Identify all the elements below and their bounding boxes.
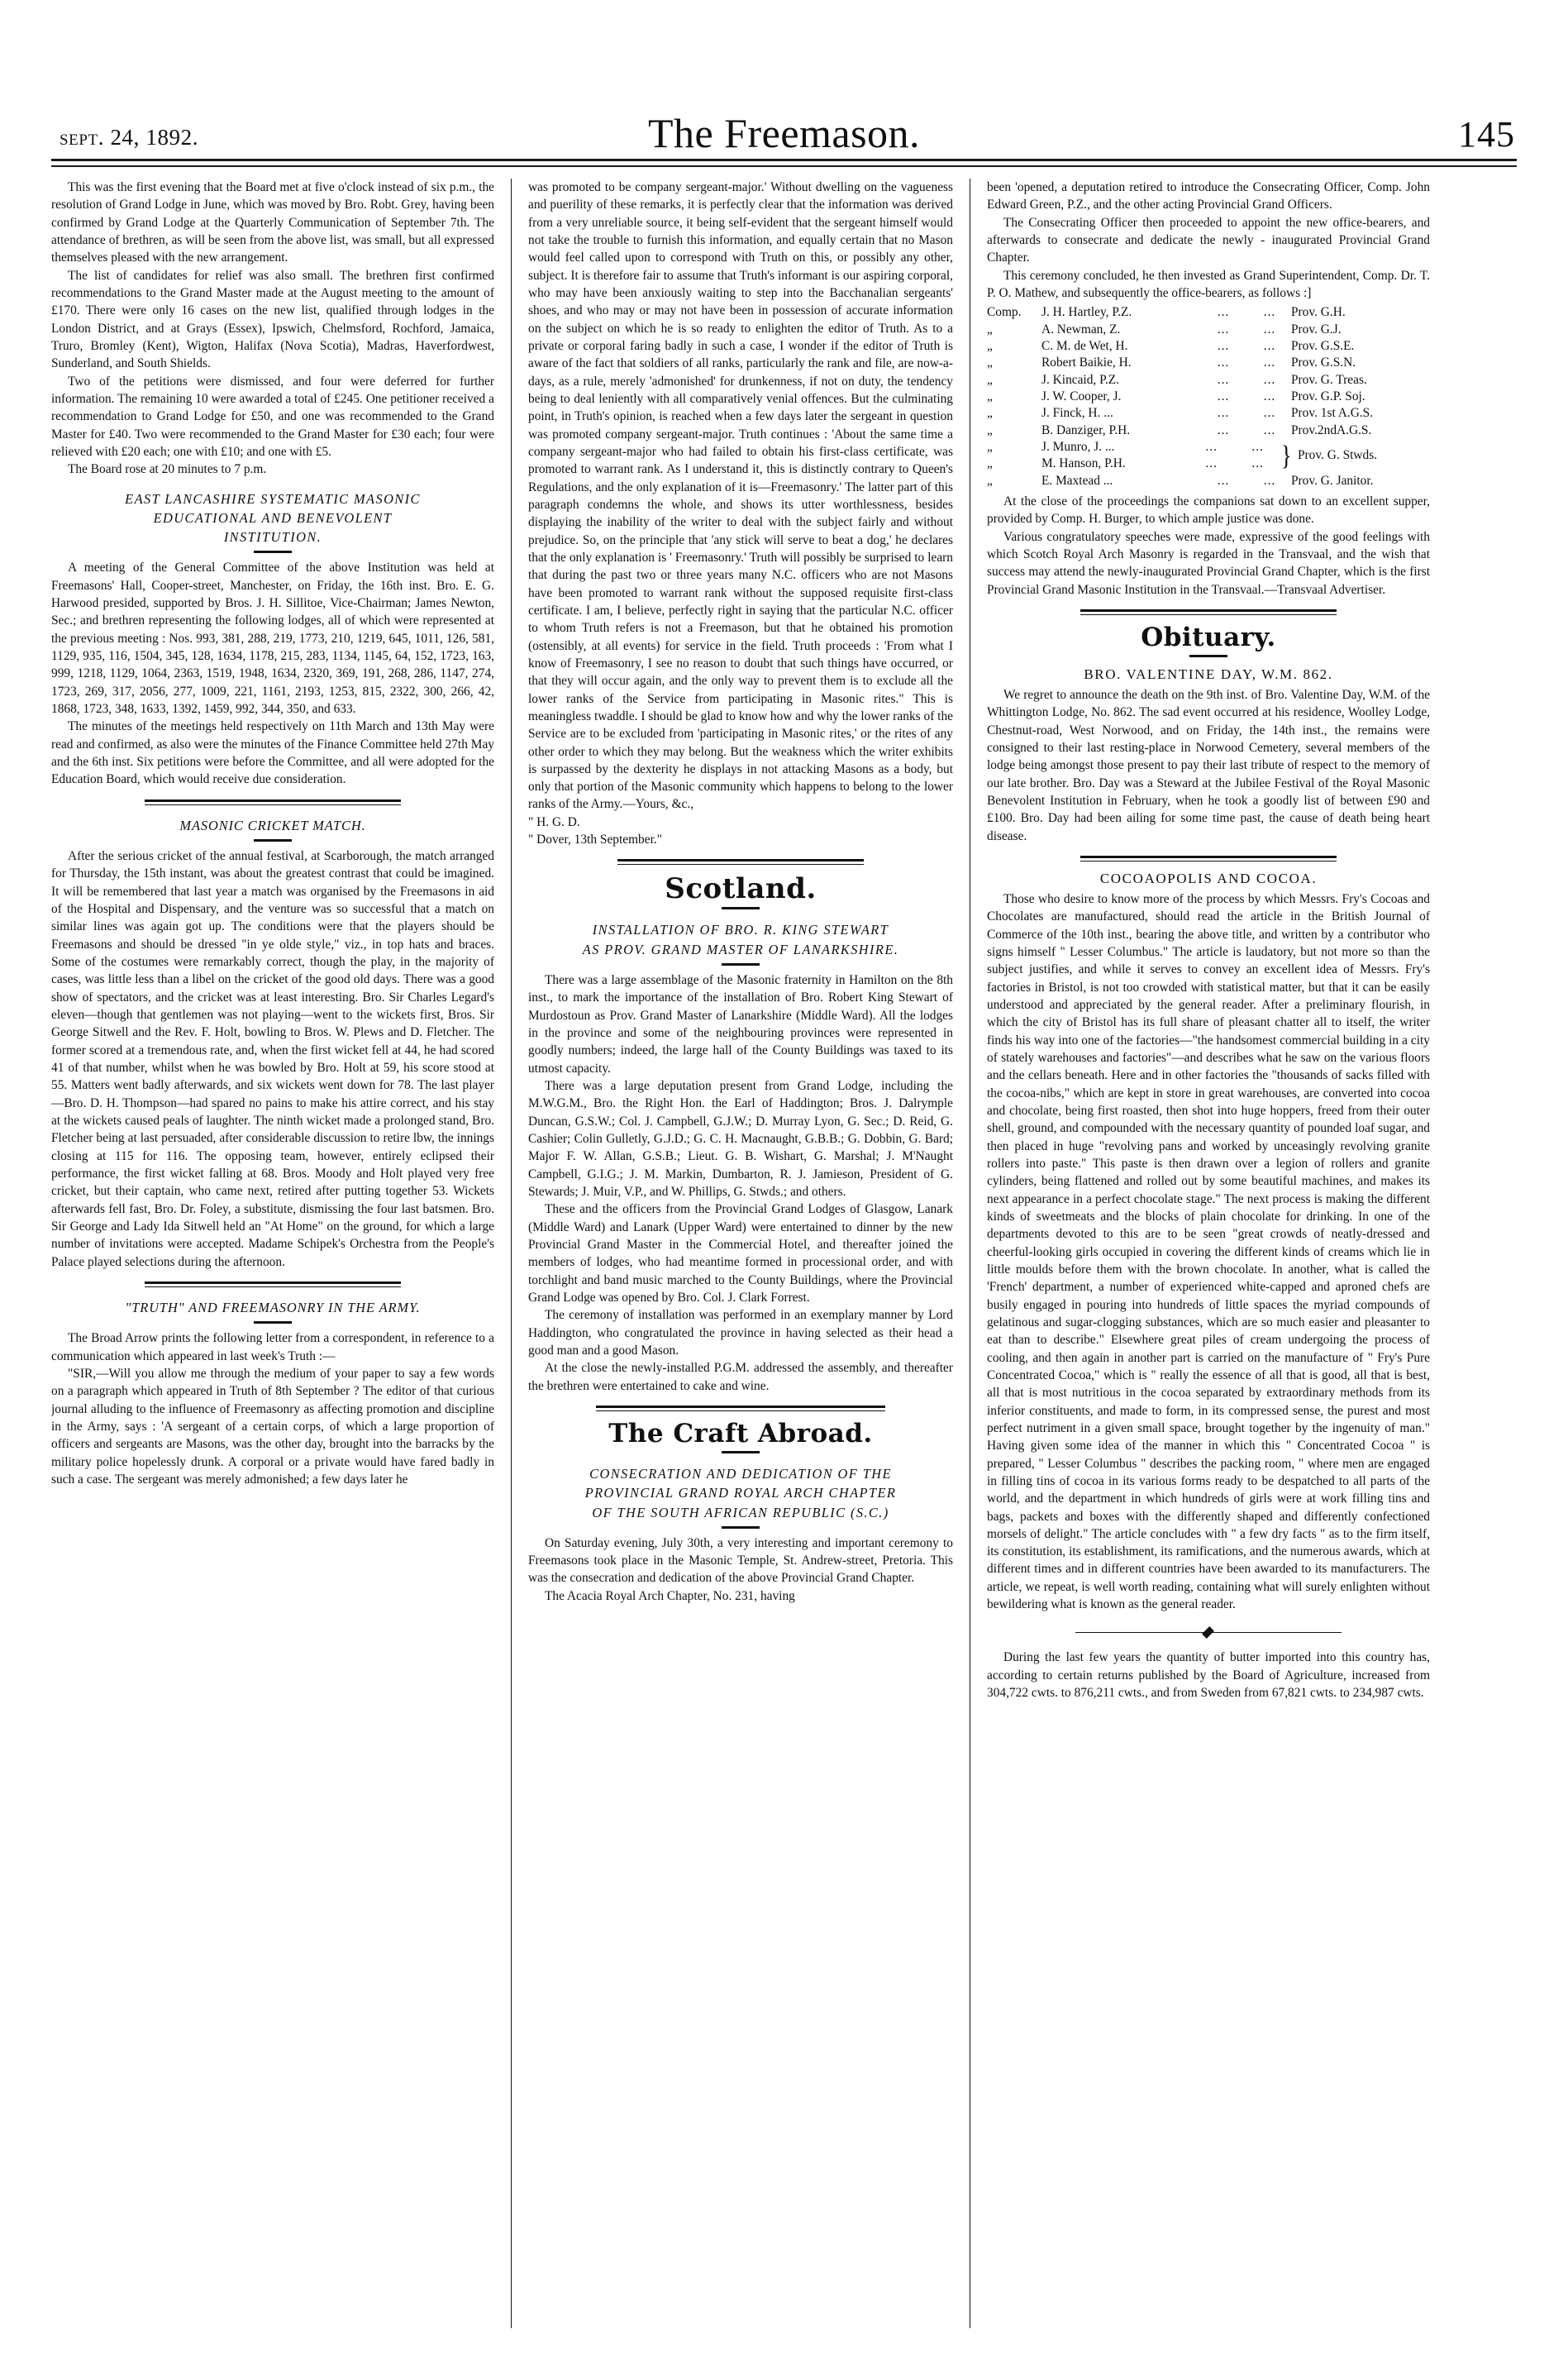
officer-row — [987, 405, 1430, 422]
officer-name: B. Danziger, P.H. — [1041, 422, 1131, 437]
board-report-para-2: The list of candidates for relief was also small. The brethren first confirmed recommendations to the Grand Master made at the August meeting to the amount of £170. There were only 16 cases on the new list, qualified through lodges in the London District, and at Grays (Essex), Ipswich, Chelmsford, Rochford, Jamaica, Truro, Bromley (Kent), Wigton, Halifax (Nova Scotia), Madras, Haverfordwest, Sunderland, and South Shields. — [51, 268, 494, 371]
column-three — [970, 179, 1430, 2328]
officer-prefix: „ — [987, 439, 993, 454]
diamond-divider — [1075, 1626, 1342, 1638]
officer-prefix: „ — [987, 322, 993, 336]
officer-name: J. Munro, J. ... — [1041, 439, 1115, 454]
scotland-para-1: There was a large assemblage of the Masonic fraternity in Hamilton on the 8th inst., to mark the importance of the installation of Bro. Robert King Stewart of Murdostoun as Prov. Grand Master of Lanarkshire (Middle Ward). All the lodges in the province and some of the neighbouring provinces were represented in goodly numbers; indeed, the large hall of the County Buildings was taxed to its utmost capacity. — [528, 973, 953, 1076]
leader-dots: ... — [1217, 473, 1230, 488]
masthead-rule — [51, 159, 1517, 167]
obituary-para: We regret to announce the death on the 9th inst. of Bro. Valentine Day, W.M. of the Whittington Lodge, No. 862. The sad event occurred at his residence, Woolley Lodge, Chestnut-road, West Norwood, and on Friday, the 14th inst., the remains were consigned to their last resting-place in Norwood Cemetery, several members of the lodge being amongst those present to pay their last tribute of respect to the memory of our late brother. Bro. Day was a Steward at the Jubilee Festival of the Royal Masonic Benevolent Institution in February, when he took a goodly list of between £90 and £100. Bro. Day had been ailing for some time past, the cause of death being heart disease. — [987, 687, 1430, 843]
consecration-para-1: been 'opened, a deputation retired to introduce the Consecrating Officer, Comp. John Edward Green, P.Z., and the other acting Provincial Grand Officers. — [987, 180, 1430, 212]
obituary-heading: Obituary. — [1141, 622, 1276, 652]
officer-title: Prov. 1st A.G.S. — [1291, 406, 1374, 421]
publication-title: The Freemason. — [647, 110, 921, 156]
officer-prefix: „ — [987, 473, 993, 488]
officer-prefix: „ — [987, 422, 993, 437]
braced-rows — [987, 439, 1280, 473]
officer-title: Prov. G.J. — [1291, 322, 1342, 336]
leader-dots: ... — [1217, 372, 1230, 387]
leader-dots: ... — [1263, 322, 1276, 336]
officer-row — [987, 439, 1280, 456]
officer-name: J. H. Hartley, P.Z. — [1041, 305, 1132, 320]
officer-row — [987, 422, 1430, 439]
scotland-subheading-line-1: INSTALLATION OF BRO. R. KING STEWART — [592, 922, 889, 938]
heading-line-3: INSTITUTION. — [223, 529, 322, 546]
officer-row — [987, 372, 1430, 389]
heading-line-1: EAST LANCASHIRE SYSTEMATIC MASONIC — [125, 490, 421, 507]
craft-abroad-subheading-line-2: PROVINCIAL GRAND ROYAL ARCH CHAPTER — [584, 1485, 897, 1501]
officer-prefix: „ — [987, 389, 993, 403]
scotland-heading: Scotland. — [665, 872, 817, 906]
section-rule-cocoa — [1080, 856, 1337, 861]
craft-abroad-para-2: The Acacia Royal Arch Chapter, No. 231, having — [545, 1588, 795, 1603]
officer-title: Prov. G. Treas. — [1291, 372, 1367, 387]
officer-name: C. M. de Wet, H. — [1041, 338, 1128, 353]
leader-dots: ... — [1263, 473, 1276, 488]
section-rule-cricket — [145, 799, 402, 805]
scotland-subheading-divider — [722, 963, 760, 966]
truth-para-1: The Broad Arrow prints the following letter from a correspondent, in reference to a communication which appeared in last week's Truth :— — [51, 1331, 494, 1363]
officer-title: Prov. G.P. Soj. — [1291, 389, 1365, 403]
masthead — [53, 79, 1515, 155]
officer-name: J. W. Cooper, J. — [1041, 389, 1122, 403]
craft-abroad-heading: The Craft Abroad. — [608, 1418, 873, 1449]
cocoa-para: Those who desire to know more of the process by which Messrs. Fry's Cocoas and Chocolates are manufactured, should read the article in the British Journal of Commerce of the 10th inst., bearing the above title, and written by a contributor who signs himself " Lesser Columbus." The article is laudatory, but not more so than the subject justifies, and while it serves to convey an excellent idea of Messrs. Fry's factories in Bristol, is not too crowded with statistical matter, but that it can be easily understood and appreciated by the general reader. After a preliminary flourish, in which the city of Bristol has its full share of pleasant chatter all to itself, the writer finds his way into one of the factories—"the handsomest commercial building in a city of stately warehouses and factories"—and describes what he saw on the various floors and the cellars beneath. Here and in other factories the "thousands of sacks filled with the cocoa-nibs," which are kept in store in great warehouses, are converted into cocoa and chocolate, being first roasted, then shot into huge hoppers, freed from their outer shell, ground, and compounded with the necessary quantity of pounded loaf sugar, and then placed in huge "revolving pans and worked by unceasingly revolving granite rollers into paste." This paste is then drawn over a legion of rollers and granite cylinders, being flattened and rolled out by some beautiful machines, and makes its next appearance in a perfect chocolate stage." The next process is making the different kinds of sweetmeats and the blocks of plain chocolate for drinking. In one of the departments devoted to this are to be seen "great crowds of neatly-dressed and cheerful-looking girls occupied in covering the different kinds of creams which lie in little moulds before them with the brown chocolate. In another, what is called the 'French' department, a number of experienced white-capped and aproned chefs are busily engaged in pouring into hundreds of little spaces the myriad compounds of gelatinous and sugar-clogging substances, which are so much easier and pleasanter to eat than to describe." Elsewhere great piles of cream undergoing the process of cooling, and then again in another part is carried on the manufacture of " Fry's Pure Concentrated Cocoa," which is " really the essence of all that is good, all that is best, all that is most nutritious in the cocoa separated by extraordinary methods from its inferior constituents, and made to form, in its compressed sense, the purest and most perfect nutriment in a given small space, brought together by the ingenuity of man." Having given some idea of the manner in which this " Concentrated Cocoa " is prepared, " Lesser Columbus " describes the packing room, " where men are engaged in filling tins of cocoa in its various forms ready to be despatched to all parts of the world, and the department in which hundreds of girls were at work filling tins and bags, packets and boxes with the differently shaped and differently confectioned morsels of delight." The article concludes with " a few dry facts " as to the firm itself, its constitution, its establishment, its ramifications, and the numerous awards, which at different times and in different countries have been awarded to its manufacturers. The article, we repeat, is well worth reading, containing what will surely enlighten without bewildering what is known as the general reader. — [987, 892, 1430, 1612]
officer-title: Prov. G.S.N. — [1291, 356, 1356, 370]
officer-braced-group — [987, 439, 1430, 473]
officer-prefix: „ — [987, 372, 993, 387]
officer-row — [987, 456, 1280, 472]
leader-dots: ... — [1217, 322, 1230, 336]
officer-row — [987, 389, 1430, 405]
board-report-para-1: This was the first evening that the Board met at five o'clock instead of six p.m., the resolution of Grand Lodge in June, which was moved by Bro. Robt. Grey, having been confirmed by Grand Lodge at the Quarterly Communication of September 7th. The attendance of brethren, as will be seen from the above list, was small, but all expressed themselves pleased with the new arrangement. — [51, 180, 494, 265]
scotland-para-2: There was a large deputation present from Grand Lodge, including the M.W.G.M., Bro. the Right Hon. the Earl of Haddington; Bros. J. Dalrymple Duncan, G.S.W.; Col. J. Campbell, G.J.W.; D. Murray Lyon, G. Sec.; D. Reid, G. Cashier; Colin Gulletly, G.J.D.; G. C. H. Macnaught, G.B.B.; G. Dobbin, G. Bard; Major F. W. Allan, G.S.B.; Lieut. G. B. Wishart, G. Marshal; J. M'Naught Campbell, G.I.G.; J. M. Markin, Dumbarton, R. J. Jamieson, President of G. Stewards; J. Muir, V.P., and W. Phillips, G. Stwds.; and others. — [528, 1079, 953, 1199]
leader-dots: ... — [1217, 422, 1230, 437]
officer-row — [987, 304, 1430, 321]
craft-abroad-subheading-line-1: CONSECRATION AND DEDICATION OF THE — [589, 1465, 892, 1482]
leader-dots: ... — [1263, 422, 1276, 437]
curly-brace-icon: } — [1280, 440, 1292, 471]
officer-title: Prov. G.H. — [1291, 305, 1346, 320]
scotland-heading-divider — [722, 907, 760, 909]
scotland-subheading-line-2: AS PROV. GRAND MASTER OF LANARKSHIRE. — [582, 941, 899, 957]
truth-heading-divider — [254, 1321, 292, 1324]
leader-dots: ... — [1205, 439, 1218, 454]
section-rule-craft-abroad — [596, 1406, 885, 1411]
truth-heading: "TRUTH" AND FREEMASONRY IN THE ARMY. — [125, 1299, 421, 1315]
scotland-para-4: The ceremony of installation was performed in an exemplary manner by Lord Haddington, who congratulated the province in having selected as their head a good man and a good Mason. — [528, 1308, 953, 1358]
east-lancashire-heading — [51, 489, 494, 547]
officer-prefix: „ — [987, 338, 993, 353]
consecration-para-2: The Consecrating Officer then proceeded to appoint the new office-bearers, and afterwards to consecrate and dedicate the newly - inaugurated Provincial Grand Chapter. — [987, 215, 1430, 265]
officer-row — [987, 338, 1430, 355]
officer-title: Prov. G. Stwds. — [1298, 448, 1378, 463]
section-rule-obituary — [1080, 609, 1337, 615]
craft-abroad-para-1: On Saturday evening, July 30th, a very interesting and important ceremony to Freemasons took place in the Masonic Temple, St. Andrew-street, Pretoria. This was the consecration and dedication of the above Provincial Grand Chapter. — [528, 1535, 953, 1586]
leader-dots: ... — [1217, 389, 1230, 403]
truth-dateline: " Dover, 13th September." — [528, 833, 662, 847]
leader-dots: ... — [1263, 406, 1276, 421]
section-rule-truth — [145, 1282, 402, 1287]
officer-title: Prov. G. Janitor. — [1291, 473, 1374, 488]
officer-name: M. Hanson, P.H. — [1041, 456, 1126, 471]
officer-prefix: Comp. — [987, 305, 1022, 320]
officer-name: E. Maxtead ... — [1041, 473, 1113, 488]
obituary-subject: BRO. VALENTINE DAY, W.M. 862. — [1084, 666, 1333, 682]
officer-name: J. Kincaid, P.Z. — [1041, 372, 1120, 387]
office-bearers-list — [987, 304, 1430, 489]
scotland-subheading — [528, 920, 953, 959]
butter-note-para: During the last few years the quantity of butter imported into this country has, according to certain returns published by the Board of Agriculture, increased from 304,722 cwts. to 876,211 cwts., and from Sweden from 67,821 cwts. to 234,987 cwts. — [987, 1650, 1430, 1701]
after-officers-para-1: At the close of the proceedings the companions sat down to an excellent supper, provided by Comp. H. Burger, to which ample justice was done. — [987, 494, 1430, 527]
truth-continued-para: was promoted to be company sergeant-major.' Without dwelling on the vagueness and puerility of these remarks, it is perfectly clear that the information was derived from a very unreliable source, it being self-evident that the sergeant himself would not take the trouble to furnish this information, and equally certain that no Mason would feel called upon to correspond with Truth on this, or possibly any other, subject. It is therefore fair to assume that Truth's informant is our aspiring corporal, who may have been anxiously waiting to step into the Bacchanalian sergeants' shoes, and who may or may not have been in possession of accurate information on the subject on which he is so ready to enlighten the editor of Truth. As to a private or corporal faring badly in such a case, I wonder if the editor of Truth is aware of the fact that soldiers of all ranks, particularly the rank and file, are now-a-days, as a rule, merely 'admonished' for drunkenness, if not on duty, the tendency being to deal leniently with all comparatively venial offences. But the culminating point, in Truth's opinion, is reached when a few days later the sergeant in question was promoted company sergeant-major. Truth continues : 'About the same time a company sergeant-major who had failed to obtain his first-class certificate, was promoted to warrant rank. As I understand it, this is distinctly contrary to Queen's Regulations, and the only explanation of it is—Freemasonry.' The latter part of this paragraph condemns the whole, and shows its utter worthlessness, besides displaying the inability of the writer to deal with the subject fairly and without prejudice. So, on the principle that 'any stick will serve to beat a dog,' he declares that the only explanation is ' Freemasonry.' Truth will possibly be surprised to learn that during the past two or three years many N.C. officers who are not Masons have been promoted to warrant rank without the supposed requisite first-class certificate. I am, I believe, perfectly right in saying that the particular N.C. officer to whom Truth refers is not a Freemason, but that he obtained his promotion (ostensibly, at all events) for service in the field. Truth proceeds : 'From what I know of Freemasonry, I see no reason to doubt that such things have occurred, or that they will occur again, and the only way to prevent them is to exclude all the lower ranks of the Service from participating in Masonic rites." This is meaningless twaddle. I should be glad to know how and why the lower ranks of the Service are to be excluded from 'participating in Masonic rites,' or the rites of any other order to which they may belong. But the weakness which the writer exhibits is surpassed by the dexterity he displays in not attacking Masons as a body, but only that portion of the Masonic community which happens to belong to the lower ranks of the Army.—Yours, &c., — [528, 180, 953, 812]
leader-dots: ... — [1205, 456, 1218, 471]
officer-title: Prov. G.S.E. — [1291, 338, 1355, 353]
board-report-para-3: Two of the petitions were dismissed, and four were deferred for further information. The remaining 10 were awarded a total of £245. One petitioner received a recommendation to Grand Lodge for £50, and one was recommended to the Grand Master for £40. Two were recommended to the Grand Master for £30 each; four were relieved with £20 each; one with £10; and one with £5. — [51, 374, 494, 459]
truth-para-2: "SIR,—Will you allow me through the medium of your paper to say a few words on a paragraph which appeared in Truth of 8th September ? The editor of that curious journal alluding to the influence of Freemasonry as affecting promotion and discipline in the Army, says : 'A sergeant of a certain corps, of which a large proportion of officers and sergeants are Masons, was the other day, brought into the barracks by the military police hopelessly drunk. A corporal or a private would have fared badly in such a case. The sergeant was merely admonished; a few days later he — [51, 1366, 494, 1487]
officer-row — [987, 355, 1430, 371]
column-one — [51, 179, 511, 2328]
leader-dots: ... — [1217, 356, 1230, 370]
board-report-para-4: The Board rose at 20 minutes to 7 p.m. — [68, 462, 267, 477]
cricket-heading: MASONIC CRICKET MATCH. — [179, 817, 366, 833]
obituary-heading-divider — [1189, 655, 1227, 657]
leader-dots: ... — [1251, 456, 1264, 471]
craft-abroad-subheading-line-3: OF THE SOUTH AFRICAN REPUBLIC (S.C.) — [592, 1504, 889, 1520]
officer-row — [987, 473, 1430, 489]
consecration-para-3: This ceremony concluded, he then invested as Grand Superintendent, Comp. Dr. T. P. O. Mathew, and subsequently the office-bearers, as follows :] — [987, 268, 1430, 300]
officer-prefix: „ — [987, 456, 993, 471]
leader-dots: ... — [1263, 389, 1276, 403]
officer-name: Robert Baikie, H. — [1041, 356, 1132, 370]
leader-dots: ... — [1217, 305, 1230, 320]
craft-abroad-heading-divider — [722, 1451, 760, 1453]
leader-dots: ... — [1251, 439, 1264, 454]
after-officers-para-2: Various congratulatory speeches were made, expressive of the good feelings with which Scotch Royal Arch Masonry is regarded in the Transvaal, and the wish that success may attend the newly-inaugurated Provincial Grand Chapter, which is the first Provincial Grand Masonic Institution in the Transvaal.—Transvaal Advertiser. — [987, 529, 1430, 597]
officer-name: J. Finck, H. ... — [1041, 406, 1113, 421]
east-lancashire-para-1: A meeting of the General Committee of the above Institution was held at Freemasons' Hall, Cooper-street, Manchester, on Friday, the 16th inst. Bro. E. G. Harwood presided, supported by Bros. J. H. Sillitoe, Vice-Chairman; James Newton, Sec.; and brethren representing the following lodges, all of which were represented at the previous meeting : Nos. 993, 381, 288, 219, 1773, 210, 1219, 645, 1011, 126, 581, 1129, 935, 116, 1504, 345, 128, 1634, 1178, 215, 283, 1134, 1145, 64, 152, 1723, 163, 999, 1218, 1129, 1064, 2363, 1519, 1948, 1634, 2320, 369, 191, 268, 286, 1147, 274, 1723, 269, 317, 2056, 277, 1009, 221, 1161, 2193, 1253, 815, 2322, 300, 266, 42, 1868, 1723, 348, 1633, 1392, 1459, 992, 344, 350, and 633. — [51, 561, 494, 717]
cricket-heading-divider — [254, 839, 292, 842]
leader-dots: ... — [1263, 372, 1276, 387]
issue-date: sept. 24, 1892. — [60, 125, 199, 150]
leader-dots: ... — [1217, 406, 1230, 421]
officer-row — [987, 322, 1430, 338]
page-number: 145 — [1458, 114, 1515, 155]
leader-dots: ... — [1263, 356, 1276, 370]
truth-signature: " H. G. D. — [528, 814, 580, 829]
column-two — [511, 179, 970, 2328]
heading-line-2: EDUCATIONAL AND BENEVOLENT — [153, 509, 393, 526]
east-lancashire-para-2: The minutes of the meetings held respectively on 11th March and 13th May were read and confirmed, as also were the minutes of the Finance Committee held 27th May and the 6th inst. Six petitions were before the Committee, and all were adopted for the Education Board, which would receive due consideration. — [51, 719, 494, 787]
craft-abroad-subheading-divider — [722, 1526, 760, 1529]
scotland-para-3: These and the officers from the Provincial Grand Lodges of Glasgow, Lanark (Middle Ward) and Lanark (Upper Ward) were entertained to dinner by the new Provincial Grand Master in the Commercial Hotel, and thereafter joined the members of lodges, who had meantime formed in processional order, and with torchlight and band music marched to the County Buildings, where the Provincial Grand Lodge was opened by Bro. Col. J. Clark Forrest. — [528, 1202, 953, 1305]
scotland-para-5: At the close the newly-installed P.G.M. addressed the assembly, and thereafter the brethren were entertained to cake and wine. — [528, 1361, 953, 1393]
cricket-para: After the serious cricket of the annual festival, at Scarborough, the match arranged for Thursday, the 15th instant, was about the greatest contrast that could be imagined. It will be remembered that last year a match was organised by the Freemasons in aid of the Hospital and Dispensary, and the venture was so successful that a match on similar lines was again got up. The conditions were that the players should be Freemasons and should be dressed "in ye olde style," viz., in top hats and braces. Some of the costumes were remarkably correct, though the play, in the majority of cases, was little less than a libel on the cricket of the good old days. There was a good show of spectators, and the cricket was at least interesting. Bro. Sir Charles Legard's eleven—though that gentlemen was not playing—went to the wickets first, Bros. Sir George Sitwell and the Rev. F. Holt, bowling to Bros. W. Plews and D. Fletcher. The former scored at a tremendous rate, and, when the first wicket fell at 44, he had scored 41 of that number, whilst when he was bowled by Bro. Holt at 59, his score stood at 55. Matters went badly afterwards, and six wickets went down for 78. The last player—Bro. D. H. Thompson—had spared no pains to make his attire correct, and his stay at the wickets caused peals of laughter. The ninth wicket made a prolonged stand, Bro. Fletcher being at last persuaded, after considerable discussion to retire lbw, the innings closing at 115 for 116. The opposing team, however, entirely eclipsed their performance, the first wicket falling at 68. Bros. Moody and Holt played very free cricket, but their captain, who came next, retired after putting together 53. Wickets afterwards fell fast, Bro. Dr. Foley, a substitute, dismissing the four last batsmen. Bro. Sir George and Lady Ida Sitwell held an "At Home" on the ground, for which a large number of invitations were accepted. Madame Schipek's Orchestra from the People's Palace played selections during the afternoon. — [51, 849, 494, 1269]
officer-title: Prov.2ndA.G.S. — [1291, 422, 1372, 437]
column-layout — [51, 179, 1517, 2328]
leader-dots: ... — [1217, 338, 1230, 353]
officer-name: A. Newman, Z. — [1041, 322, 1121, 336]
cocoa-heading: COCOAOPOLIS AND COCOA. — [1099, 870, 1318, 886]
officer-prefix: „ — [987, 356, 993, 370]
section-rule-scotland — [617, 859, 864, 865]
craft-abroad-subheading — [528, 1464, 953, 1522]
heading-divider — [254, 551, 292, 553]
leader-dots: ... — [1263, 305, 1276, 320]
leader-dots: ... — [1263, 338, 1276, 353]
officer-prefix: „ — [987, 406, 993, 421]
